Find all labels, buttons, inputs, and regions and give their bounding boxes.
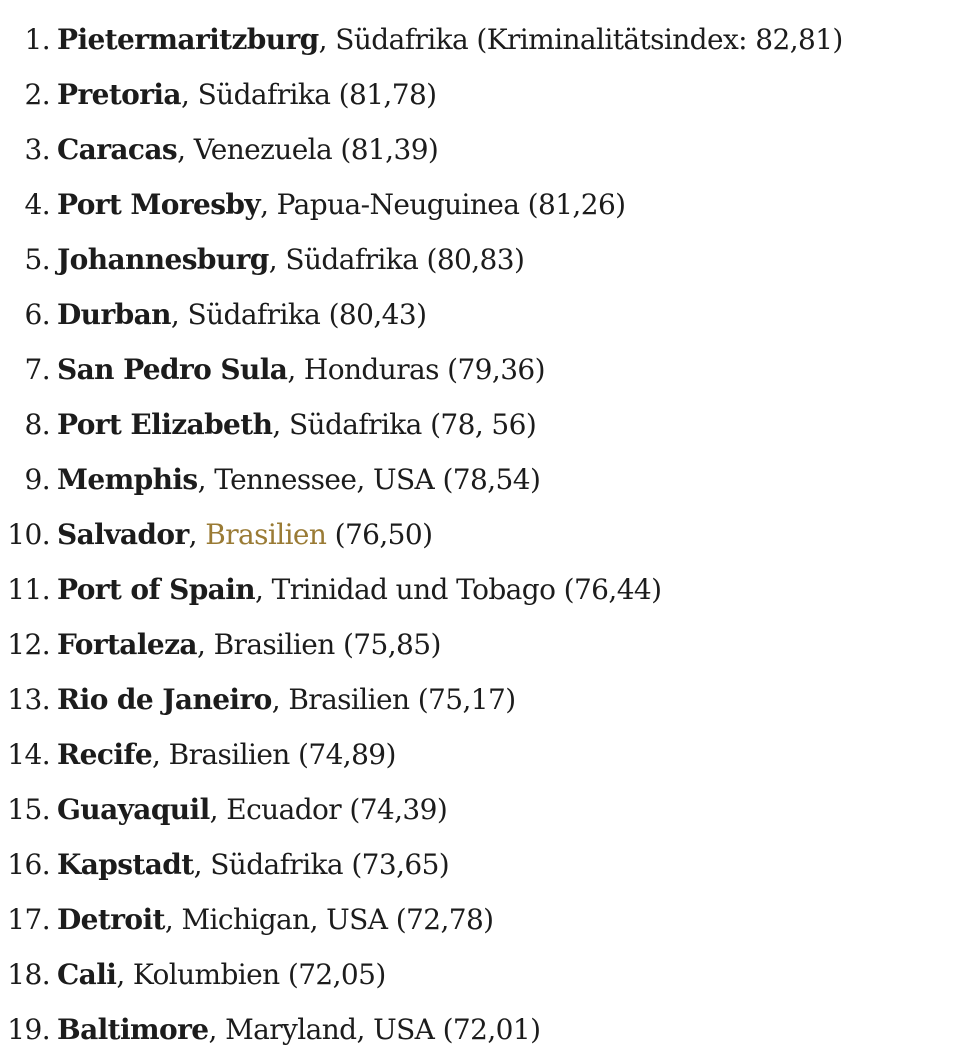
separator: ,: [271, 683, 289, 716]
country-name: Trinidad und Tobago: [271, 573, 556, 606]
rank-number: 6.: [24, 298, 50, 331]
crime-index: (72,78): [387, 903, 494, 936]
crime-index: (75,85): [334, 628, 441, 661]
crime-index: (73,65): [343, 848, 450, 881]
rank-number: 19.: [7, 1013, 50, 1046]
entry-text: [57, 837, 449, 892]
list-item: [0, 507, 978, 562]
separator: ,: [188, 518, 206, 551]
city-name: Port of Spain: [57, 573, 256, 606]
city-name: Detroit: [57, 903, 165, 936]
separator: ,: [208, 1013, 226, 1046]
country-name: Michigan, USA: [181, 903, 388, 936]
separator: ,: [180, 78, 198, 111]
crime-index: (74,89): [289, 738, 396, 771]
entry-text: [57, 507, 432, 562]
separator: ,: [287, 353, 304, 386]
crime-index: (81,39): [332, 133, 439, 166]
entry-text: [57, 342, 545, 397]
rank-number: 17.: [7, 903, 50, 936]
country-name: Brasilien: [288, 683, 410, 716]
rank-number: 5.: [24, 243, 50, 276]
city-name: Memphis: [57, 463, 198, 496]
country-name: Südafrika: [197, 78, 331, 111]
city-name: Pietermaritzburg: [57, 23, 319, 56]
separator: ,: [255, 573, 272, 606]
separator: ,: [164, 903, 182, 936]
separator: ,: [177, 133, 194, 166]
city-name: San Pedro Sula: [57, 353, 288, 386]
country-name: Südafrika: [288, 408, 422, 441]
country-name: Südafrika: [210, 848, 344, 881]
city-name: Pretoria: [57, 78, 181, 111]
country-name: Brasilien: [168, 738, 290, 771]
entry-text: [57, 287, 426, 342]
crime-index: (76,50): [326, 518, 433, 551]
list-item: [0, 67, 978, 122]
city-name: Baltimore: [57, 1013, 209, 1046]
list-item: [0, 617, 978, 672]
entry-text: [57, 892, 494, 947]
list-item: [0, 452, 978, 507]
city-name: Fortaleza: [57, 628, 197, 661]
separator: ,: [170, 298, 188, 331]
entry-text: [57, 232, 524, 287]
entry-text: [57, 672, 516, 727]
list-item: [0, 562, 978, 617]
rank-number: 9.: [24, 463, 50, 496]
entry-text: [57, 1002, 540, 1057]
separator: ,: [209, 793, 227, 826]
list-item: [0, 232, 978, 287]
rank-number: 7.: [24, 353, 50, 386]
list-item: [0, 672, 978, 727]
country-name: Papua-Neuguinea: [276, 188, 520, 221]
entry-text: [57, 782, 447, 837]
separator: ,: [116, 958, 133, 991]
entry-text: [57, 67, 436, 122]
country-name: Brasilien: [213, 628, 335, 661]
separator: ,: [196, 628, 214, 661]
rank-number: 18.: [7, 958, 50, 991]
city-name: Johannesburg: [57, 243, 269, 276]
entry-text: [57, 177, 625, 232]
list-item: [0, 947, 978, 1002]
crime-index: (80,83): [418, 243, 525, 276]
crime-index: (Kriminalitätsindex: 82,81): [468, 23, 843, 56]
rank-number: 13.: [7, 683, 50, 716]
crime-index: (80,43): [320, 298, 427, 331]
country-name: Kolumbien: [132, 958, 280, 991]
separator: ,: [152, 738, 169, 771]
rank-number: 12.: [7, 628, 50, 661]
list-item: [0, 287, 978, 342]
country-name: Honduras: [303, 353, 439, 386]
rank-number: 1.: [24, 23, 50, 56]
city-name: Cali: [57, 958, 117, 991]
list-item: [0, 1002, 978, 1057]
entry-text: [57, 947, 386, 1002]
rank-number: 2.: [24, 78, 50, 111]
country-name: Südafrika: [335, 23, 469, 56]
rank-number: 8.: [24, 408, 50, 441]
rank-number: 14.: [7, 738, 50, 771]
country-name: Ecuador: [226, 793, 342, 826]
entry-text: [57, 452, 540, 507]
entry-text: [57, 12, 843, 67]
rank-number: 15.: [7, 793, 50, 826]
separator: ,: [260, 188, 277, 221]
city-name: Salvador: [57, 518, 189, 551]
list-item: [0, 177, 978, 232]
city-name: Caracas: [57, 133, 178, 166]
separator: ,: [318, 23, 336, 56]
city-name: Rio de Janeiro: [57, 683, 272, 716]
crime-index: (79,36): [438, 353, 545, 386]
list-item: [0, 782, 978, 837]
country-name: Tennessee, USA: [214, 463, 435, 496]
separator: ,: [272, 408, 289, 441]
entry-text: [57, 562, 661, 617]
crime-index: (76,44): [555, 573, 662, 606]
rank-number: 3.: [24, 133, 50, 166]
list-item: [0, 837, 978, 892]
separator: ,: [268, 243, 286, 276]
list-item: [0, 892, 978, 947]
list-item: [0, 12, 978, 67]
crime-index: (72,01): [434, 1013, 541, 1046]
list-item: [0, 397, 978, 452]
country-name: Venezuela: [193, 133, 333, 166]
crime-index: (78, 56): [421, 408, 537, 441]
city-name: Port Moresby: [57, 188, 261, 221]
city-name: Port Elizabeth: [57, 408, 273, 441]
city-name: Kapstadt: [57, 848, 194, 881]
separator: ,: [197, 463, 215, 496]
city-name: Recife: [57, 738, 153, 771]
crime-index: (81,78): [330, 78, 437, 111]
entry-text: [57, 397, 536, 452]
rank-number: 16.: [7, 848, 50, 881]
crime-index: (74,39): [341, 793, 448, 826]
country-link-brasilien[interactable]: Brasilien: [205, 518, 327, 551]
list-item: [0, 727, 978, 782]
crime-index: (75,17): [409, 683, 516, 716]
crime-index: (78,54): [434, 463, 541, 496]
country-name: Südafrika: [187, 298, 321, 331]
entry-text: [57, 727, 396, 782]
country-name: Südafrika: [285, 243, 419, 276]
city-name: Guayaquil: [57, 793, 210, 826]
entry-text: [57, 617, 441, 672]
country-name: Maryland, USA: [225, 1013, 435, 1046]
separator: ,: [193, 848, 211, 881]
rank-number: 11.: [7, 573, 50, 606]
city-name: Durban: [57, 298, 171, 331]
list-item: [0, 122, 978, 177]
crime-index: (72,05): [279, 958, 386, 991]
rank-number: 4.: [24, 188, 50, 221]
list-item: [0, 342, 978, 397]
rank-number: 10.: [7, 518, 50, 551]
crime-index: (81,26): [519, 188, 626, 221]
entry-text: [57, 122, 438, 177]
